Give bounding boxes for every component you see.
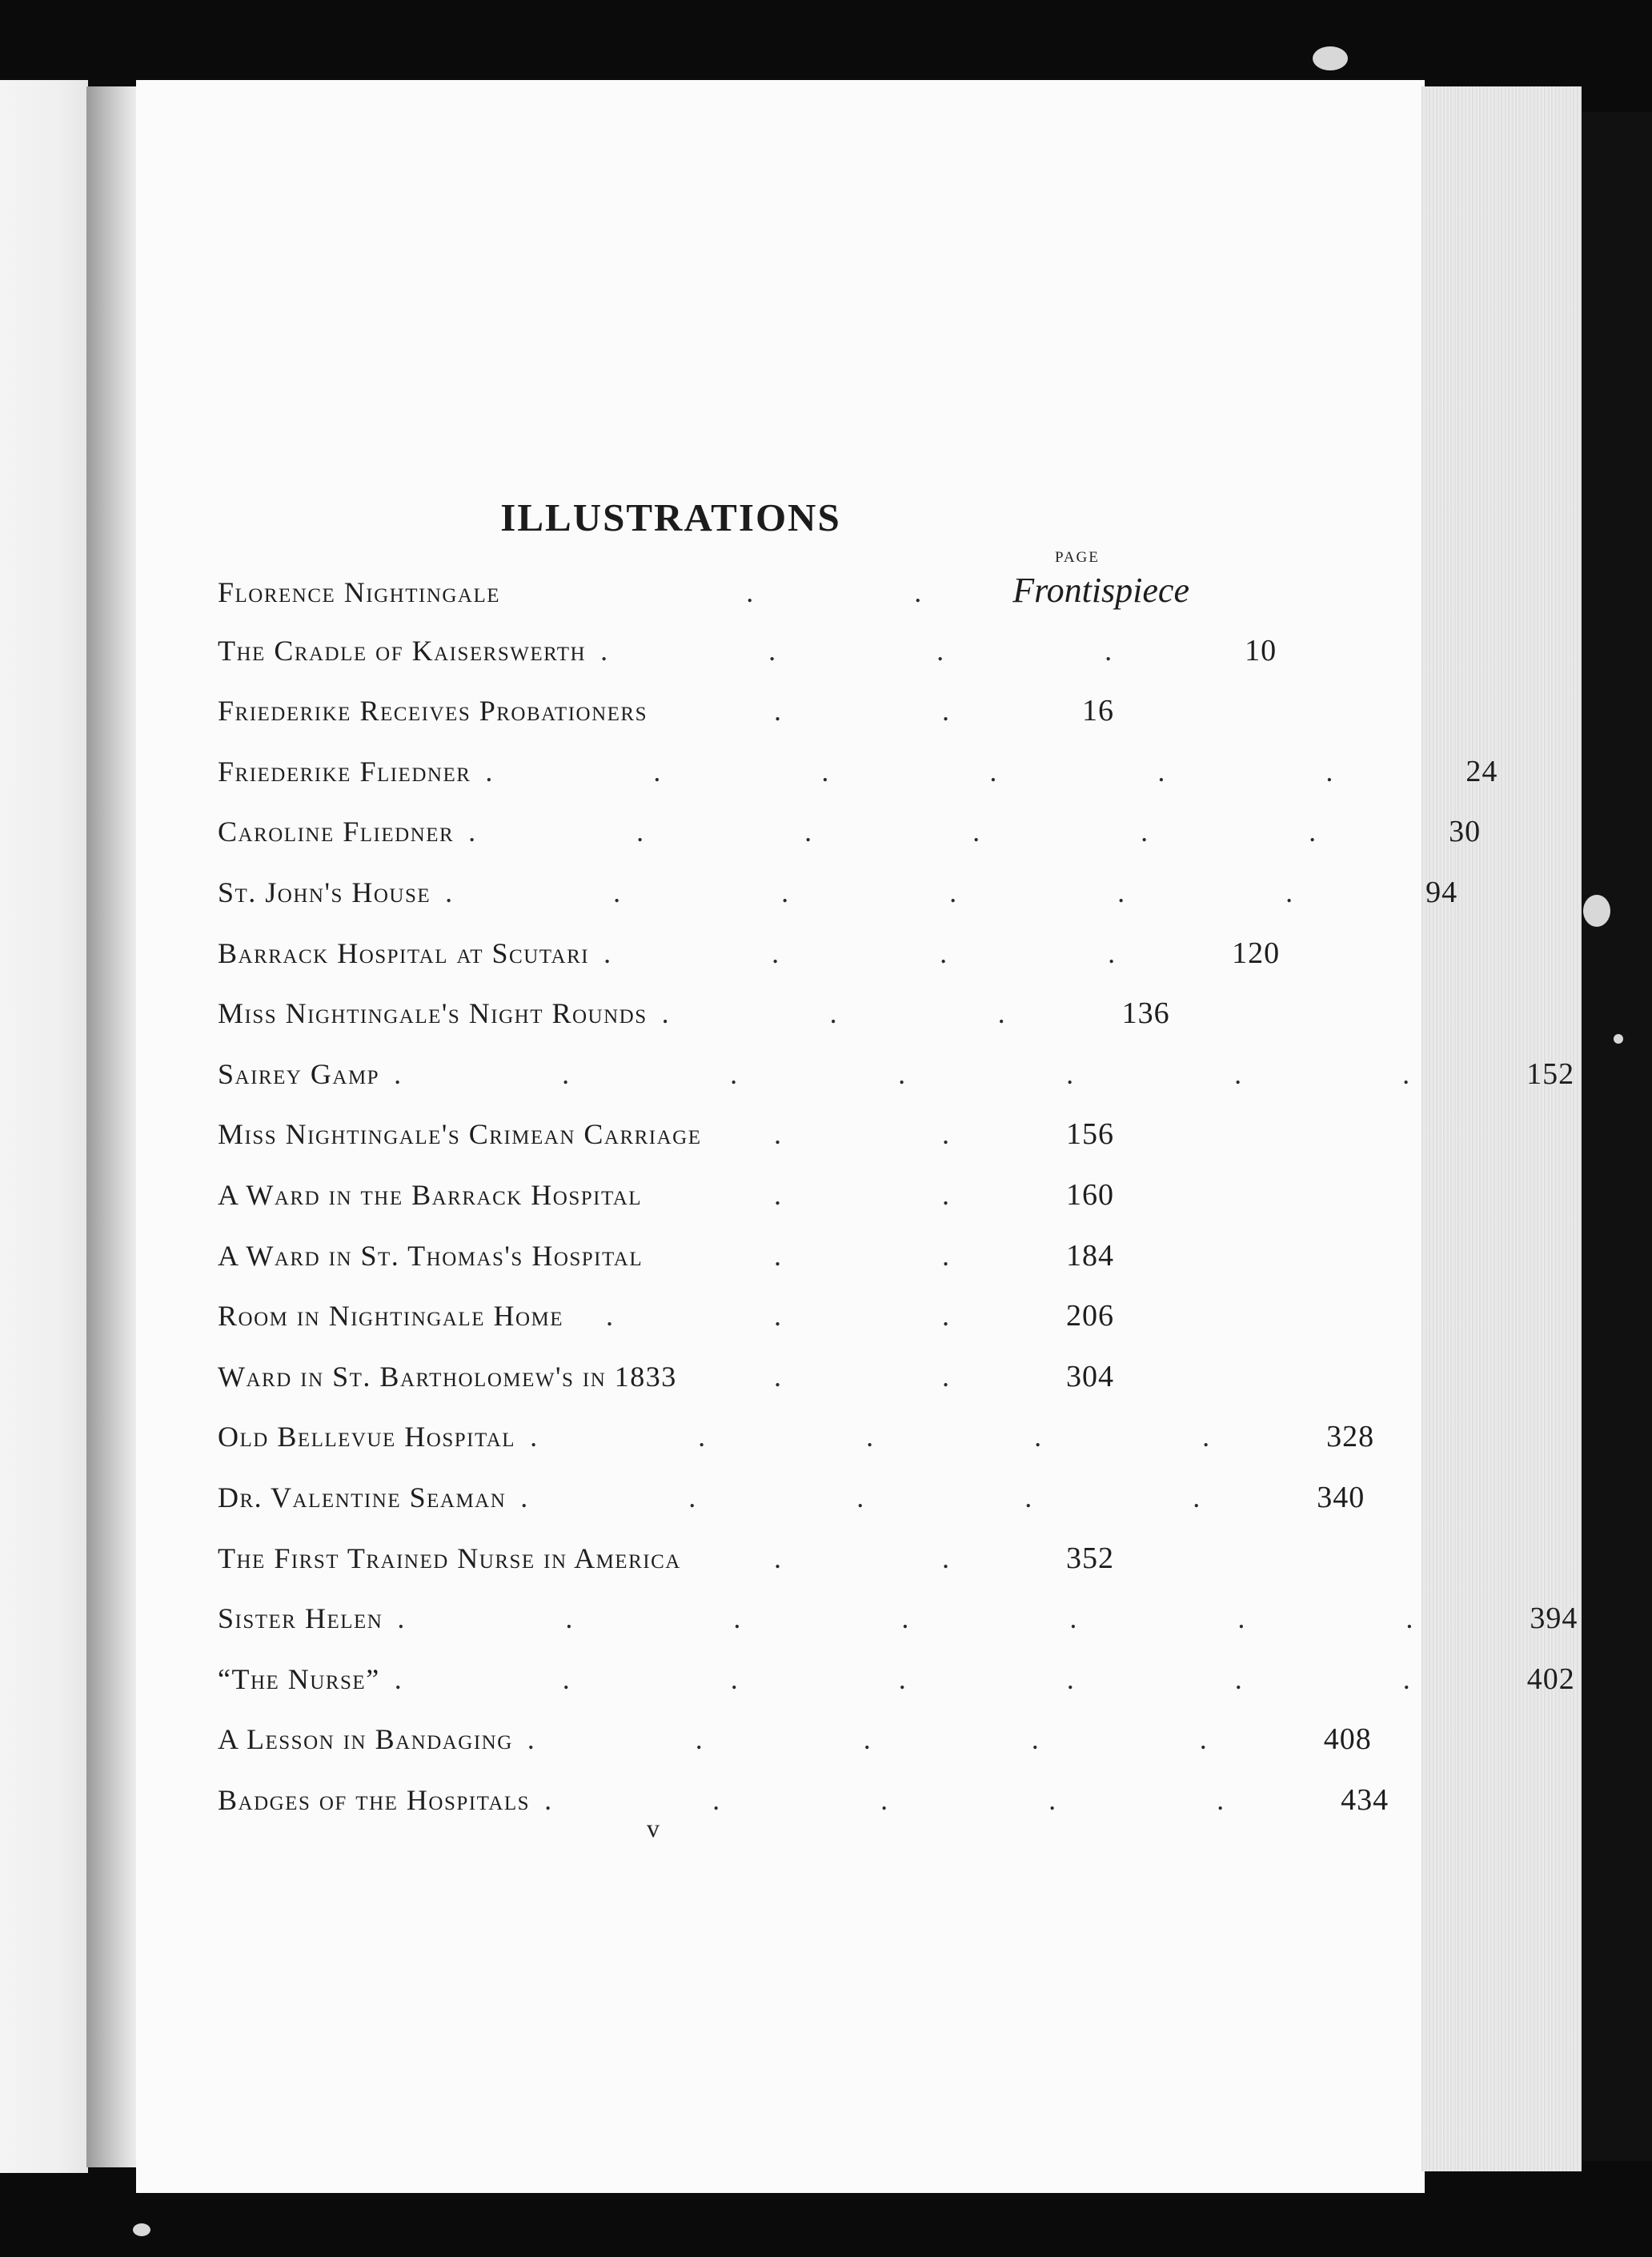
dust-speck — [1614, 1034, 1623, 1044]
entry-page: 156 — [1066, 1117, 1114, 1152]
dot-leader: . . . . . . . — [394, 1662, 1487, 1695]
entry-title: Dr. Valentine Seaman — [218, 1481, 507, 1513]
entry-title: Friederike Fliedner — [218, 755, 471, 788]
entry-page: 340 — [1317, 1480, 1365, 1514]
page-column-heading: PAGE — [1055, 549, 1100, 566]
entry-title: A Ward in the Barrack Hospital — [218, 1178, 643, 1211]
entry-page: 30 — [1449, 815, 1482, 849]
list-item — [218, 924, 1281, 984]
list-item — [218, 1347, 1114, 1408]
dot-leader: . . . . . . — [468, 816, 1393, 848]
list-item — [218, 1104, 1114, 1165]
entry-title: Ward in St. Bartholomew's in 1833 — [218, 1360, 677, 1393]
entry-page: 434 — [1341, 1782, 1389, 1817]
dot-leader: . . — [774, 1360, 1026, 1393]
dot-leader: . . — [774, 1118, 1026, 1151]
entry-page: 328 — [1326, 1420, 1375, 1454]
dot-leader: . . — [774, 695, 1026, 728]
list-item — [218, 802, 1482, 863]
entry-title: The First Trained Nurse in America — [218, 1541, 681, 1574]
list-item — [218, 1286, 1114, 1347]
background-shadow — [1582, 112, 1652, 2161]
entry-page: 120 — [1232, 936, 1281, 970]
list-item — [218, 1529, 1114, 1590]
illustrations-list — [218, 560, 1578, 1830]
list-item — [218, 560, 1189, 621]
entry-page: 160 — [1066, 1177, 1114, 1212]
list-item — [218, 1226, 1114, 1287]
dot-leader: . . — [774, 1541, 1026, 1574]
entry-title: Room in Nightingale Home — [218, 1300, 564, 1333]
dot-leader: . . . . . — [530, 1421, 1287, 1453]
list-item — [218, 742, 1498, 803]
entry-page: 10 — [1245, 633, 1277, 667]
dot-leader: . . . — [661, 997, 1082, 1030]
dot-leader: . . . . — [603, 936, 1193, 969]
list-item — [218, 1165, 1114, 1226]
entry-page: 24 — [1466, 754, 1498, 788]
list-item — [218, 984, 1170, 1044]
entry-title: Miss Nightingale's Night Rounds — [218, 997, 648, 1030]
dot-leader: . . . . . — [527, 1723, 1284, 1756]
dust-speck — [1583, 895, 1610, 927]
entry-title: The Cradle of Kaiserswerth — [218, 634, 587, 667]
entry-page: 402 — [1526, 1662, 1575, 1696]
facing-page-edge — [0, 80, 88, 2173]
dust-speck — [1313, 46, 1348, 70]
dot-leader: . . — [746, 576, 999, 608]
list-item — [218, 1407, 1375, 1468]
page-title: ILLUSTRATIONS — [500, 495, 841, 539]
dot-leader: . . . . . — [520, 1481, 1277, 1513]
dot-leader: . . . — [606, 1300, 1026, 1333]
entry-title: Friederike Receives Probationers — [218, 695, 648, 728]
entry-title: “The Nurse” — [218, 1662, 380, 1695]
dot-leader: . . . . — [600, 634, 1189, 667]
list-item — [218, 1044, 1575, 1105]
entry-title: Old Bellevue Hospital — [218, 1421, 516, 1453]
entry-title: Florence Nightingale — [218, 576, 501, 608]
entry-page: 16 — [1082, 694, 1114, 728]
entry-title: Miss Nightingale's Crimean Carriage — [218, 1118, 702, 1151]
dot-leader: . . . . . . — [445, 876, 1370, 908]
list-item — [218, 1770, 1389, 1831]
list-item — [218, 1589, 1578, 1650]
entry-page: 352 — [1066, 1541, 1114, 1575]
dot-leader: . . . . . . . — [394, 1057, 1487, 1090]
dot-leader: . . — [774, 1239, 1026, 1272]
dot-leader: . . — [774, 1178, 1026, 1211]
book-fore-edge — [1421, 86, 1582, 2171]
entry-title: Caroline Fliedner — [218, 816, 455, 848]
entry-title: St. John's House — [218, 876, 431, 908]
entry-page: 408 — [1323, 1722, 1372, 1757]
entry-title: A Ward in St. Thomas's Hospital — [218, 1239, 644, 1272]
dot-leader: . . . . . — [544, 1783, 1301, 1816]
entry-page: 394 — [1530, 1602, 1578, 1636]
gutter-shadow — [86, 86, 142, 2167]
entry-page: Frontispiece — [1012, 571, 1189, 610]
dot-leader: . . . . . . — [485, 755, 1410, 788]
list-item — [218, 621, 1277, 682]
entry-page: 206 — [1066, 1299, 1114, 1333]
entry-page: 304 — [1066, 1359, 1114, 1393]
entry-page: 94 — [1425, 875, 1458, 909]
page-folio: v — [647, 1814, 660, 1842]
list-item — [218, 1710, 1372, 1770]
entry-title: Sairey Gamp — [218, 1057, 380, 1090]
list-item — [218, 1650, 1575, 1710]
entry-page: 152 — [1526, 1056, 1575, 1091]
entry-title: Sister Helen — [218, 1602, 383, 1635]
entry-title: Barrack Hospital at Scutari — [218, 936, 590, 969]
list-item — [218, 1468, 1365, 1529]
dust-speck — [133, 2223, 150, 2236]
entry-title: A Lesson in Bandaging — [218, 1723, 513, 1756]
dot-leader: . . . . . . . — [397, 1602, 1490, 1635]
list-item — [218, 863, 1458, 924]
entry-page: 136 — [1121, 996, 1170, 1031]
list-item — [218, 681, 1114, 742]
entry-page: 184 — [1066, 1238, 1114, 1273]
entry-title: Badges of the Hospitals — [218, 1783, 531, 1816]
